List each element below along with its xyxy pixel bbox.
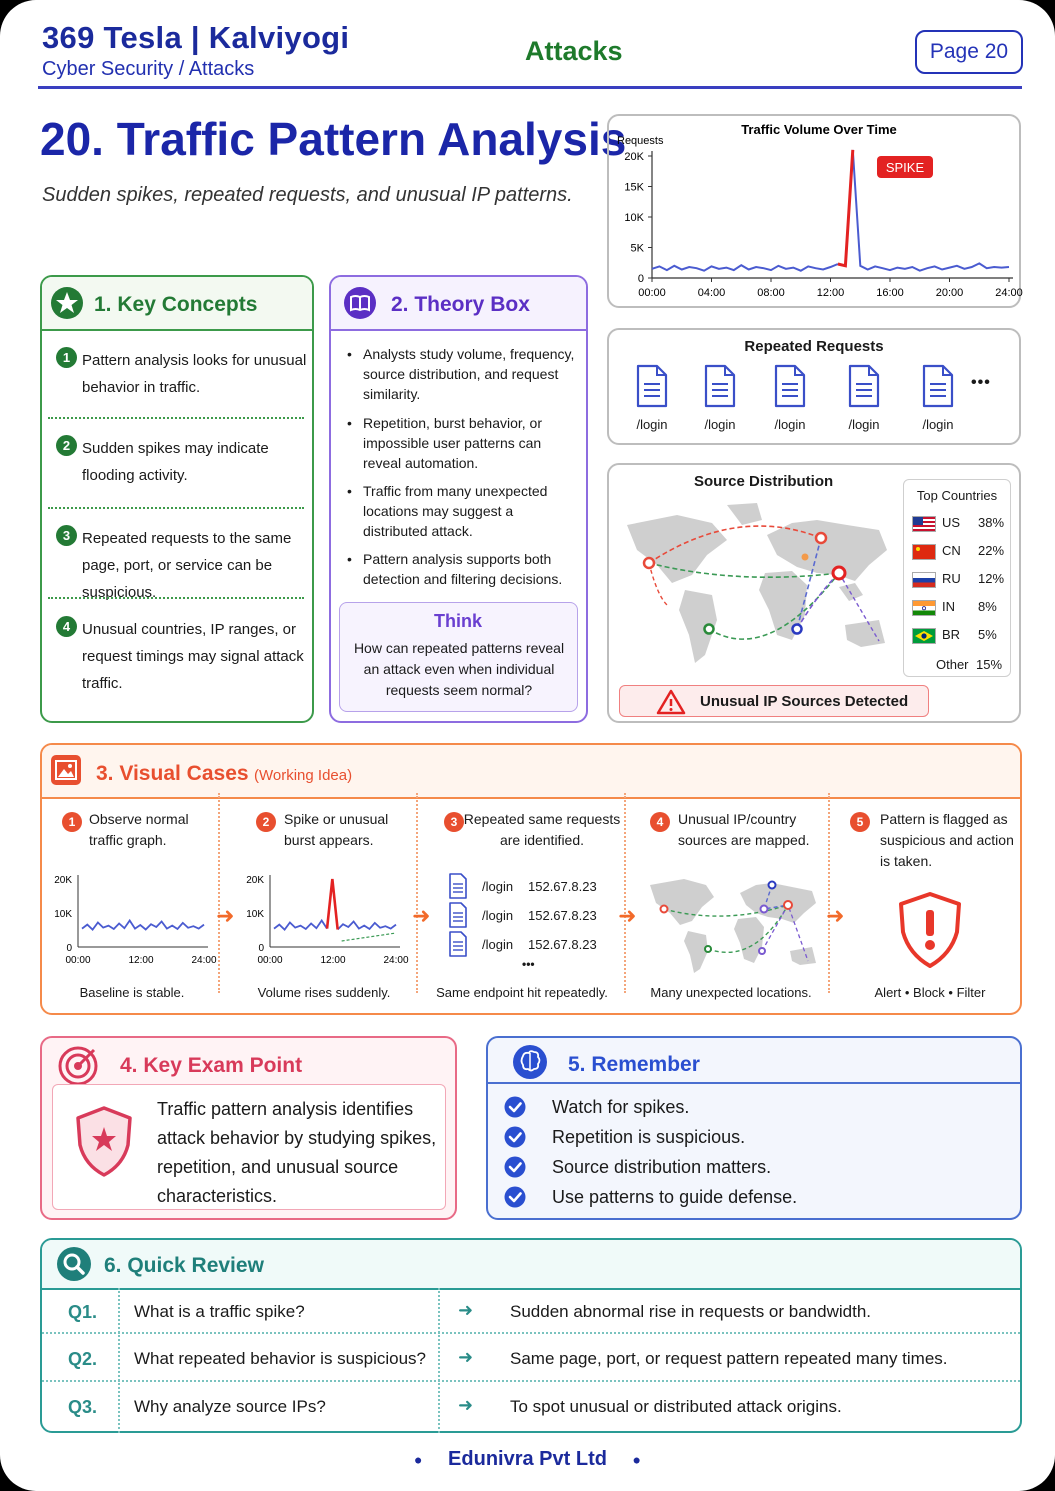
page-badge — [915, 30, 1023, 74]
think-title: Think — [434, 611, 482, 631]
series-line — [652, 264, 838, 271]
key-concepts-heading: 1. Key Concepts — [94, 293, 258, 316]
step-caption: Baseline is stable. — [79, 985, 185, 1000]
arrow-right-icon: ➜ — [458, 1395, 474, 1415]
spike-line — [838, 150, 853, 266]
divider — [48, 417, 304, 419]
step-number: 1 — [62, 812, 82, 832]
arrow-right-icon: ➜ — [826, 903, 845, 928]
file-label: /login — [774, 417, 806, 432]
check-icon — [504, 1156, 526, 1178]
spike-chart — [240, 867, 410, 977]
request-file — [699, 364, 743, 432]
spike-line — [327, 879, 338, 929]
chart-title: Traffic Volume Over Time — [741, 122, 897, 137]
request-ip: 152.67.8.23 — [528, 879, 597, 894]
step-title: Unusual IP/country sources are mapped. — [678, 811, 810, 848]
item-number: 2 — [56, 435, 77, 456]
quick-review-card — [40, 1238, 1022, 1433]
header-divider — [38, 86, 1022, 89]
traffic-chart-card — [607, 114, 1021, 308]
request-ip: 152.67.8.23 — [528, 937, 597, 952]
other-pct: 15% — [976, 657, 1003, 672]
y-tick-label: 10K — [624, 212, 644, 224]
y-axis-label: Requests — [617, 135, 664, 147]
think-box — [339, 602, 578, 712]
star-icon — [50, 286, 84, 320]
step-title: Observe normal traffic graph. — [89, 811, 189, 848]
file-icon — [703, 364, 737, 408]
exam-point-box — [52, 1084, 446, 1210]
arrow-right-icon: ➜ — [458, 1347, 474, 1367]
item-text: Repeated requests to the same page, port, or service can be suspicious. — [82, 530, 292, 601]
item-number: 1 — [56, 347, 77, 368]
attack-paths — [617, 495, 897, 675]
item-text: Sudden spikes may indicate flooding activity. — [82, 440, 269, 484]
country-pct: 8% — [978, 599, 997, 614]
visual-cases-note: (Working Idea) — [254, 767, 353, 784]
file-icon — [635, 364, 669, 408]
key-concepts-card — [40, 275, 314, 723]
file-label: /login — [704, 417, 736, 432]
review-row — [42, 1288, 1022, 1335]
image-icon — [50, 754, 82, 786]
arrow-right-icon: ➜ — [618, 903, 637, 928]
question-text: Why analyze source IPs? — [134, 1397, 326, 1416]
question-number: Q3. — [68, 1397, 98, 1417]
x-tick-label: 12:00 — [128, 955, 154, 966]
x-tick-label: 04:00 — [697, 287, 726, 299]
series-line — [338, 922, 396, 930]
country-code: IN — [942, 599, 955, 614]
country-code: RU — [942, 571, 961, 586]
theory-point: • Pattern analysis supports both detection and filtering decisions. — [345, 549, 577, 589]
exam-point-text: Traffic pattern analysis identifies attack behavior by studying spikes, repetition, and unusual source characteristics. — [157, 1099, 437, 1206]
file-icon — [448, 931, 468, 962]
x-tick-label: 00:00 — [257, 955, 283, 966]
check-icon — [504, 1096, 526, 1118]
mini-world-map — [644, 865, 824, 975]
page-number: Page 20 — [929, 40, 1009, 63]
remember-item — [504, 1096, 1004, 1120]
step-number: 5 — [850, 812, 870, 832]
arrow-right-icon: ➜ — [458, 1300, 474, 1320]
y-tick-label: 5K — [630, 242, 644, 255]
item-text: Unusual countries, IP ranges, or request timings may signal attack traffic. — [82, 621, 304, 692]
request-path: /login — [482, 908, 514, 923]
think-text: How can repeated patterns reveal an attack even when individual requests seem normal? — [353, 640, 565, 698]
y-tick-label: 15K — [624, 181, 644, 194]
country-code: US — [942, 515, 961, 530]
item-text: Pattern analysis looks for unusual behavior in traffic. — [82, 352, 307, 396]
step-caption: Same endpoint hit repeatedly. — [436, 985, 608, 1000]
footer-company: Edunivra Pvt Ltd — [448, 1448, 607, 1470]
country-pct: 38% — [978, 515, 1005, 530]
bullet-icon: ● — [414, 1451, 423, 1468]
brain-icon — [510, 1044, 550, 1080]
file-icon — [921, 364, 955, 408]
divider — [828, 793, 830, 993]
x-tick-label: 12:00 — [320, 955, 346, 966]
divider — [42, 1380, 1020, 1382]
remember-item — [504, 1186, 1004, 1210]
source-heading: Source Distribution — [694, 473, 834, 490]
y-tick-label: 0 — [66, 943, 72, 954]
divider — [48, 597, 304, 599]
divider — [42, 1332, 1020, 1334]
answer-text: To spot unusual or distributed attack origins. — [510, 1397, 842, 1416]
file-icon — [773, 364, 807, 408]
exam-point-card — [40, 1036, 457, 1220]
spike-label — [877, 156, 933, 178]
breadcrumb: Cyber Security / Attacks — [42, 58, 255, 80]
flag-cn-icon — [912, 544, 936, 565]
request-ip: 152.67.8.23 — [528, 908, 597, 923]
answer-text: Same page, port, or request pattern repeated many times. — [510, 1349, 948, 1368]
remember-item — [504, 1126, 1004, 1150]
arrow-right-icon: ➜ — [216, 903, 235, 928]
other-label: Other — [936, 657, 969, 672]
book-icon — [343, 286, 377, 320]
question-text: What repeated behavior is suspicious? — [134, 1349, 426, 1368]
flag-br-icon — [912, 628, 936, 649]
remember-heading: 5. Remember — [568, 1053, 700, 1076]
bullet-icon: ● — [632, 1451, 641, 1468]
shield-alert-icon — [895, 890, 965, 970]
traffic-chart — [609, 116, 1023, 306]
remember-item — [504, 1156, 1004, 1180]
step-title: Spike or unusual burst appears. — [284, 811, 389, 848]
divider — [218, 793, 220, 993]
visual-cases-card — [40, 743, 1022, 1015]
y-tick-label: 10K — [246, 909, 264, 920]
y-tick-label: 20K — [246, 875, 264, 886]
series-line — [274, 921, 327, 930]
spike-text: SPIKE — [885, 160, 925, 175]
step-title: Pattern is flagged as suspicious and action is taken. — [880, 811, 1014, 869]
request-path: /login — [482, 879, 514, 894]
step-number: 2 — [256, 812, 276, 832]
topic-label: Attacks — [525, 36, 623, 66]
y-tick-label: 0 — [637, 273, 644, 285]
request-file — [631, 364, 675, 432]
alert-banner — [619, 685, 929, 717]
country-code: BR — [942, 627, 961, 642]
top-countries-heading: Top Countries — [916, 488, 998, 503]
item-number: 4 — [56, 616, 77, 637]
quick-review-heading: 6. Quick Review — [104, 1254, 264, 1277]
shield-star-icon — [73, 1105, 135, 1177]
y-tick-label: 0 — [258, 943, 264, 954]
divider — [488, 1082, 1020, 1084]
visual-cases-heading: 3. Visual Cases — [96, 762, 249, 785]
country-pct: 22% — [978, 543, 1005, 558]
step-number: 4 — [650, 812, 670, 832]
step-caption: Volume rises suddenly. — [257, 985, 391, 1000]
page-subtitle: Sudden spikes, repeated requests, and unusual IP patterns. — [42, 184, 573, 206]
file-icon — [448, 873, 468, 904]
country-code: CN — [942, 543, 961, 558]
alert-text: Unusual IP Sources Detected — [700, 693, 909, 710]
step-caption: Alert • Block • Filter — [874, 985, 986, 1000]
x-tick-label: 24:00 — [995, 287, 1023, 299]
warning-icon — [656, 689, 686, 715]
question-number: Q1. — [68, 1302, 98, 1322]
target-icon — [58, 1046, 98, 1086]
brand-title: 369 Tesla | Kalviyogi — [42, 20, 350, 55]
item-number: 3 — [56, 525, 77, 546]
remember-text: Use patterns to guide defense. — [552, 1187, 798, 1207]
question-number: Q2. — [68, 1349, 98, 1369]
file-label: /login — [636, 417, 668, 432]
request-file — [769, 364, 813, 432]
repeated-requests-card — [607, 328, 1021, 445]
x-tick-label: 24:00 — [383, 955, 409, 966]
theory-point: • Repetition, burst behavior, or impossible user patterns can reveal automation. — [345, 413, 577, 473]
step-title: Repeated same requests are identified. — [463, 811, 621, 848]
divider — [48, 507, 304, 509]
y-tick-label: 10K — [54, 909, 72, 920]
theory-point: • Traffic from many unexpected locations may suggest a distributed attack. — [345, 481, 577, 541]
exam-point-heading: 4. Key Exam Point — [120, 1054, 303, 1077]
country-pct: 5% — [978, 627, 997, 642]
series-line — [82, 921, 204, 930]
review-row — [42, 1383, 1022, 1430]
theory-point: • Analysts study volume, frequency, source distribution, and request similarity. — [345, 344, 577, 404]
remember-text: Repetition is suspicious. — [552, 1127, 746, 1147]
theory-heading: 2. Theory Box — [391, 293, 530, 316]
remember-card — [486, 1036, 1022, 1220]
file-label: /login — [922, 417, 954, 432]
top-countries-panel — [903, 479, 1011, 677]
file-label: /login — [848, 417, 880, 432]
theory-card — [329, 275, 588, 723]
request-file — [843, 364, 887, 432]
page-title: 20. Traffic Pattern Analysis — [40, 113, 627, 165]
x-tick-label: 20:00 — [935, 287, 964, 299]
x-tick-label: 00:00 — [638, 287, 666, 299]
repeated-requests-heading: Repeated Requests — [744, 338, 884, 355]
review-row — [42, 1335, 1022, 1382]
divider — [624, 793, 626, 993]
divider — [416, 793, 418, 993]
check-icon — [504, 1126, 526, 1148]
flag-in-icon — [912, 600, 936, 621]
remember-text: Watch for spikes. — [552, 1097, 690, 1117]
x-tick-label: 12:00 — [816, 287, 845, 299]
flag-us-icon — [912, 516, 936, 537]
arrow-right-icon: ➜ — [412, 903, 431, 928]
search-icon — [56, 1246, 92, 1282]
step-caption: Many unexpected locations. — [650, 985, 812, 1000]
y-tick-label: 20K — [54, 875, 72, 886]
answer-text: Sudden abnormal rise in requests or bandwidth. — [510, 1302, 871, 1321]
file-icon — [448, 902, 468, 933]
flag-ru-icon — [912, 572, 936, 593]
file-icon — [847, 364, 881, 408]
request-path: /login — [482, 937, 514, 952]
x-tick-label: 00:00 — [65, 955, 91, 966]
question-text: What is a traffic spike? — [134, 1302, 305, 1321]
request-file — [917, 364, 961, 432]
remember-text: Source distribution matters. — [552, 1157, 772, 1177]
x-tick-label: 08:00 — [757, 287, 785, 299]
x-tick-label: 16:00 — [876, 287, 904, 299]
country-pct: 12% — [978, 571, 1005, 586]
step-number: 3 — [444, 812, 464, 832]
footer — [0, 1448, 1055, 1471]
more-indicator: ••• — [522, 957, 535, 971]
check-icon — [504, 1186, 526, 1208]
source-distribution-card — [607, 463, 1021, 723]
x-tick-label: 24:00 — [191, 955, 217, 966]
more-indicator: ••• — [971, 374, 991, 391]
trend-line — [342, 933, 396, 941]
y-tick-label: 20K — [624, 151, 644, 163]
baseline-chart — [48, 867, 218, 977]
